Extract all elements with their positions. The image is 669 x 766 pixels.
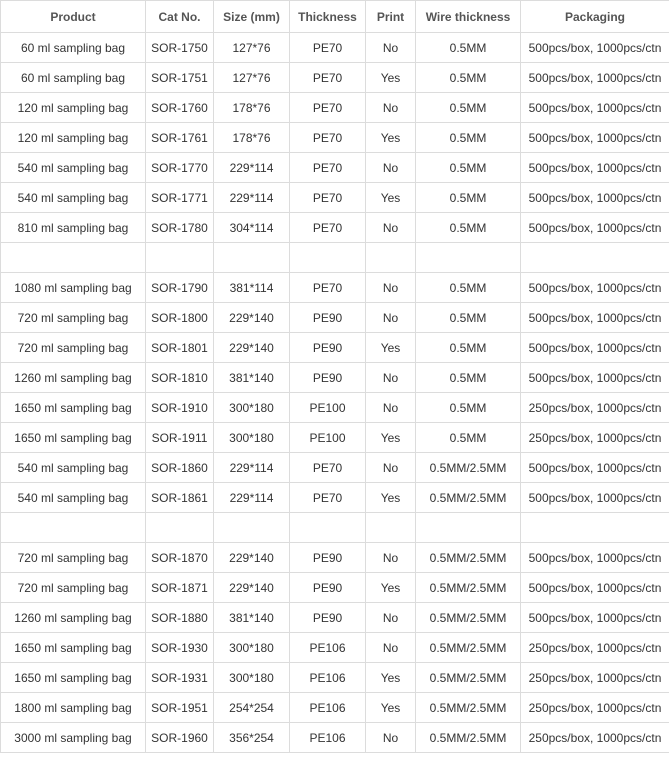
cell-wire-thickness: 0.5MM xyxy=(416,33,521,63)
cell-wire-thickness: 0.5MM xyxy=(416,123,521,153)
cell-product: 720 ml sampling bag xyxy=(1,543,146,573)
cell-product: 60 ml sampling bag xyxy=(1,63,146,93)
cell-print: Yes xyxy=(366,333,416,363)
cell-wire-thickness xyxy=(416,513,521,543)
cell-cat-no: SOR-1771 xyxy=(146,183,214,213)
cell-thickness xyxy=(290,243,366,273)
cell-wire-thickness: 0.5MM/2.5MM xyxy=(416,483,521,513)
cell-product: 60 ml sampling bag xyxy=(1,33,146,63)
cell-wire-thickness: 0.5MM xyxy=(416,273,521,303)
cell-size: 229*114 xyxy=(214,153,290,183)
cell-packaging: 500pcs/box, 1000pcs/ctn xyxy=(521,483,669,513)
cell-packaging: 500pcs/box, 1000pcs/ctn xyxy=(521,33,669,63)
table-row xyxy=(1,273,669,303)
cell-product: 120 ml sampling bag xyxy=(1,123,146,153)
cell-print: No xyxy=(366,93,416,123)
cell-packaging: 500pcs/box, 1000pcs/ctn xyxy=(521,273,669,303)
cell-size: 381*140 xyxy=(214,603,290,633)
table-row xyxy=(1,453,669,483)
cell-thickness: PE100 xyxy=(290,423,366,453)
cell-print xyxy=(366,243,416,273)
column-header-size: Size (mm) xyxy=(214,1,290,33)
table-header xyxy=(1,1,669,33)
cell-product: 1650 ml sampling bag xyxy=(1,633,146,663)
cell-product: 540 ml sampling bag xyxy=(1,153,146,183)
cell-product: 1650 ml sampling bag xyxy=(1,393,146,423)
cell-product: 540 ml sampling bag xyxy=(1,483,146,513)
cell-print: Yes xyxy=(366,483,416,513)
cell-packaging: 250pcs/box, 1000pcs/ctn xyxy=(521,633,669,663)
table-row xyxy=(1,393,669,423)
cell-cat-no: SOR-1801 xyxy=(146,333,214,363)
cell-size: 229*140 xyxy=(214,543,290,573)
cell-wire-thickness: 0.5MM xyxy=(416,363,521,393)
cell-packaging: 500pcs/box, 1000pcs/ctn xyxy=(521,453,669,483)
table-row xyxy=(1,213,669,243)
cell-product: 1080 ml sampling bag xyxy=(1,273,146,303)
table-row xyxy=(1,603,669,633)
table-row xyxy=(1,33,669,63)
cell-print: Yes xyxy=(366,693,416,723)
cell-print: No xyxy=(366,363,416,393)
cell-size: 304*114 xyxy=(214,213,290,243)
cell-thickness: PE70 xyxy=(290,213,366,243)
cell-thickness: PE70 xyxy=(290,483,366,513)
table-row xyxy=(1,723,669,753)
cell-thickness: PE70 xyxy=(290,63,366,93)
header-row xyxy=(1,1,669,33)
cell-product: 720 ml sampling bag xyxy=(1,303,146,333)
cell-packaging: 250pcs/box, 1000pcs/ctn xyxy=(521,663,669,693)
cell-thickness: PE70 xyxy=(290,153,366,183)
cell-packaging: 500pcs/box, 1000pcs/ctn xyxy=(521,153,669,183)
cell-thickness: PE90 xyxy=(290,573,366,603)
cell-thickness: PE90 xyxy=(290,603,366,633)
cell-size: 254*254 xyxy=(214,693,290,723)
cell-product: 1260 ml sampling bag xyxy=(1,603,146,633)
cell-product: 720 ml sampling bag xyxy=(1,573,146,603)
cell-cat-no: SOR-1870 xyxy=(146,543,214,573)
cell-thickness: PE70 xyxy=(290,33,366,63)
cell-size: 178*76 xyxy=(214,93,290,123)
column-header-product: Product xyxy=(1,1,146,33)
cell-thickness: PE70 xyxy=(290,93,366,123)
cell-size: 229*114 xyxy=(214,453,290,483)
cell-cat-no: SOR-1780 xyxy=(146,213,214,243)
cell-cat-no: SOR-1951 xyxy=(146,693,214,723)
cell-thickness: PE106 xyxy=(290,693,366,723)
cell-cat-no: SOR-1750 xyxy=(146,33,214,63)
cell-size: 178*76 xyxy=(214,123,290,153)
cell-packaging xyxy=(521,243,669,273)
table-row xyxy=(1,303,669,333)
cell-print: No xyxy=(366,303,416,333)
cell-wire-thickness xyxy=(416,243,521,273)
column-header-packaging: Packaging xyxy=(521,1,669,33)
cell-packaging: 500pcs/box, 1000pcs/ctn xyxy=(521,183,669,213)
cell-thickness: PE70 xyxy=(290,183,366,213)
cell-size: 229*114 xyxy=(214,183,290,213)
cell-print: No xyxy=(366,33,416,63)
cell-thickness: PE90 xyxy=(290,303,366,333)
cell-thickness: PE90 xyxy=(290,333,366,363)
table-row xyxy=(1,333,669,363)
cell-wire-thickness: 0.5MM xyxy=(416,183,521,213)
table-row xyxy=(1,93,669,123)
cell-cat-no xyxy=(146,513,214,543)
cell-cat-no: SOR-1910 xyxy=(146,393,214,423)
cell-packaging: 500pcs/box, 1000pcs/ctn xyxy=(521,573,669,603)
cell-size: 300*180 xyxy=(214,633,290,663)
cell-print: Yes xyxy=(366,573,416,603)
cell-packaging: 250pcs/box, 1000pcs/ctn xyxy=(521,423,669,453)
cell-print: No xyxy=(366,453,416,483)
table-row xyxy=(1,693,669,723)
cell-size: 229*140 xyxy=(214,333,290,363)
table-row xyxy=(1,543,669,573)
cell-cat-no: SOR-1861 xyxy=(146,483,214,513)
cell-cat-no: SOR-1871 xyxy=(146,573,214,603)
cell-cat-no: SOR-1960 xyxy=(146,723,214,753)
cell-size: 127*76 xyxy=(214,63,290,93)
cell-wire-thickness: 0.5MM xyxy=(416,93,521,123)
cell-thickness: PE90 xyxy=(290,363,366,393)
cell-print: Yes xyxy=(366,63,416,93)
table-row xyxy=(1,663,669,693)
cell-packaging: 500pcs/box, 1000pcs/ctn xyxy=(521,93,669,123)
cell-thickness: PE90 xyxy=(290,543,366,573)
cell-thickness: PE100 xyxy=(290,393,366,423)
cell-print xyxy=(366,513,416,543)
cell-cat-no: SOR-1810 xyxy=(146,363,214,393)
cell-wire-thickness: 0.5MM/2.5MM xyxy=(416,723,521,753)
cell-product: 810 ml sampling bag xyxy=(1,213,146,243)
cell-packaging: 500pcs/box, 1000pcs/ctn xyxy=(521,213,669,243)
cell-product: 1650 ml sampling bag xyxy=(1,663,146,693)
table-row xyxy=(1,63,669,93)
cell-print: No xyxy=(366,543,416,573)
cell-size: 300*180 xyxy=(214,663,290,693)
column-header-print: Print xyxy=(366,1,416,33)
table-row xyxy=(1,573,669,603)
cell-wire-thickness: 0.5MM xyxy=(416,63,521,93)
cell-thickness: PE70 xyxy=(290,123,366,153)
cell-packaging xyxy=(521,513,669,543)
table-row xyxy=(1,153,669,183)
cell-packaging: 500pcs/box, 1000pcs/ctn xyxy=(521,543,669,573)
cell-product: 3000 ml sampling bag xyxy=(1,723,146,753)
cell-wire-thickness: 0.5MM/2.5MM xyxy=(416,633,521,663)
cell-cat-no: SOR-1911 xyxy=(146,423,214,453)
cell-print: Yes xyxy=(366,183,416,213)
cell-product: 540 ml sampling bag xyxy=(1,453,146,483)
cell-print: No xyxy=(366,633,416,663)
cell-size xyxy=(214,243,290,273)
table-row xyxy=(1,483,669,513)
cell-packaging: 500pcs/box, 1000pcs/ctn xyxy=(521,303,669,333)
cell-cat-no: SOR-1930 xyxy=(146,633,214,663)
cell-product: 540 ml sampling bag xyxy=(1,183,146,213)
cell-size: 229*114 xyxy=(214,483,290,513)
cell-thickness: PE106 xyxy=(290,663,366,693)
cell-size: 356*254 xyxy=(214,723,290,753)
cell-size: 381*140 xyxy=(214,363,290,393)
cell-size: 300*180 xyxy=(214,423,290,453)
cell-cat-no: SOR-1790 xyxy=(146,273,214,303)
column-header-cat-no: Cat No. xyxy=(146,1,214,33)
table-row xyxy=(1,123,669,153)
cell-print: No xyxy=(366,213,416,243)
cell-wire-thickness: 0.5MM/2.5MM xyxy=(416,453,521,483)
cell-print: No xyxy=(366,723,416,753)
cell-print: Yes xyxy=(366,123,416,153)
cell-packaging: 500pcs/box, 1000pcs/ctn xyxy=(521,63,669,93)
cell-cat-no: SOR-1860 xyxy=(146,453,214,483)
cell-wire-thickness: 0.5MM/2.5MM xyxy=(416,693,521,723)
cell-print: No xyxy=(366,273,416,303)
table-row xyxy=(1,183,669,213)
cell-cat-no: SOR-1880 xyxy=(146,603,214,633)
cell-cat-no: SOR-1931 xyxy=(146,663,214,693)
cell-wire-thickness: 0.5MM xyxy=(416,153,521,183)
cell-wire-thickness: 0.5MM/2.5MM xyxy=(416,543,521,573)
cell-print: Yes xyxy=(366,423,416,453)
cell-product: 1650 ml sampling bag xyxy=(1,423,146,453)
cell-packaging: 500pcs/box, 1000pcs/ctn xyxy=(521,603,669,633)
cell-wire-thickness: 0.5MM/2.5MM xyxy=(416,663,521,693)
table-row xyxy=(1,633,669,663)
cell-product: 120 ml sampling bag xyxy=(1,93,146,123)
cell-packaging: 500pcs/box, 1000pcs/ctn xyxy=(521,363,669,393)
cell-product xyxy=(1,243,146,273)
cell-size: 300*180 xyxy=(214,393,290,423)
cell-thickness: PE70 xyxy=(290,273,366,303)
cell-wire-thickness: 0.5MM xyxy=(416,393,521,423)
cell-print: No xyxy=(366,603,416,633)
cell-wire-thickness: 0.5MM xyxy=(416,303,521,333)
spacer-row xyxy=(1,243,669,273)
column-header-wire-thickness: Wire thickness xyxy=(416,1,521,33)
cell-size xyxy=(214,513,290,543)
cell-size: 127*76 xyxy=(214,33,290,63)
cell-thickness: PE70 xyxy=(290,453,366,483)
cell-wire-thickness: 0.5MM xyxy=(416,333,521,363)
cell-size: 229*140 xyxy=(214,573,290,603)
cell-packaging: 500pcs/box, 1000pcs/ctn xyxy=(521,333,669,363)
cell-size: 381*114 xyxy=(214,273,290,303)
cell-product: 1800 ml sampling bag xyxy=(1,693,146,723)
cell-cat-no: SOR-1770 xyxy=(146,153,214,183)
cell-packaging: 250pcs/box, 1000pcs/ctn xyxy=(521,393,669,423)
table-body xyxy=(1,33,669,753)
cell-wire-thickness: 0.5MM xyxy=(416,423,521,453)
cell-cat-no: SOR-1760 xyxy=(146,93,214,123)
cell-wire-thickness: 0.5MM/2.5MM xyxy=(416,603,521,633)
cell-cat-no: SOR-1761 xyxy=(146,123,214,153)
cell-thickness xyxy=(290,513,366,543)
spacer-row xyxy=(1,513,669,543)
cell-product: 1260 ml sampling bag xyxy=(1,363,146,393)
cell-print: No xyxy=(366,393,416,423)
table-row xyxy=(1,363,669,393)
cell-wire-thickness: 0.5MM xyxy=(416,213,521,243)
cell-cat-no xyxy=(146,243,214,273)
cell-product: 720 ml sampling bag xyxy=(1,333,146,363)
cell-cat-no: SOR-1751 xyxy=(146,63,214,93)
cell-packaging: 250pcs/box, 1000pcs/ctn xyxy=(521,723,669,753)
cell-thickness: PE106 xyxy=(290,723,366,753)
cell-wire-thickness: 0.5MM/2.5MM xyxy=(416,573,521,603)
cell-size: 229*140 xyxy=(214,303,290,333)
cell-print: No xyxy=(366,153,416,183)
cell-thickness: PE106 xyxy=(290,633,366,663)
cell-packaging: 250pcs/box, 1000pcs/ctn xyxy=(521,693,669,723)
cell-packaging: 500pcs/box, 1000pcs/ctn xyxy=(521,123,669,153)
cell-cat-no: SOR-1800 xyxy=(146,303,214,333)
cell-print: Yes xyxy=(366,663,416,693)
cell-product xyxy=(1,513,146,543)
column-header-thickness: Thickness xyxy=(290,1,366,33)
table-row xyxy=(1,423,669,453)
